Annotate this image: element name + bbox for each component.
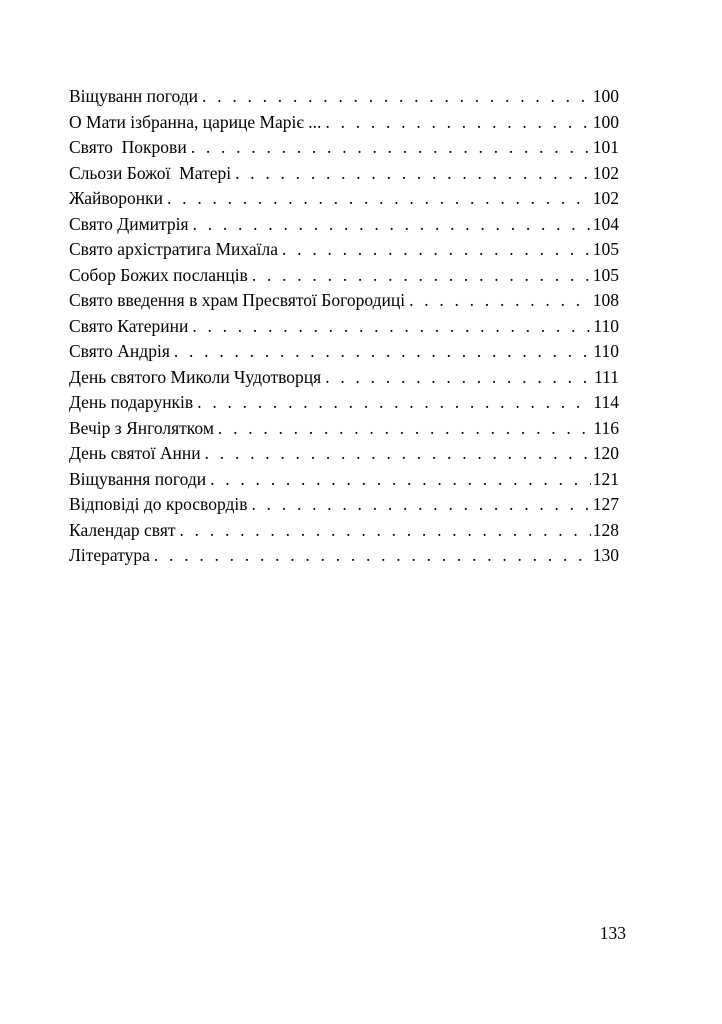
table-of-contents [69, 84, 619, 569]
toc-entry-title: День святої Анни [69, 443, 201, 463]
toc-entry-title: Жайворонки [69, 188, 164, 208]
toc-dot-leader [167, 186, 591, 212]
toc-dot-leader [409, 288, 591, 314]
toc-entry-title: О Мати ізбранна, царице Маріє ... [69, 111, 322, 132]
toc-entry [69, 365, 619, 391]
toc-entry-title: Свято Покрови [69, 137, 187, 157]
toc-entry-title: Свято Катерини [69, 315, 189, 336]
toc-entry-title: День подарунків [69, 392, 194, 412]
toc-entry-page: 105 [592, 264, 619, 285]
toc-dot-leader [205, 441, 591, 467]
toc-entry-title: Собор Божих посланців [69, 264, 248, 285]
toc-entry-title: Свято Андрія [69, 341, 170, 361]
toc-entry [69, 467, 619, 493]
toc-entry-title: Свято архістратига Михаїла [69, 239, 279, 259]
toc-entry [69, 390, 619, 416]
toc-entry [69, 135, 619, 161]
toc-dot-leader [325, 365, 592, 391]
toc-dot-leader [154, 543, 591, 569]
toc-entry-page: 104 [592, 213, 619, 234]
toc-entry-title: Вечір з Янголятком [69, 417, 214, 438]
toc-dot-leader [193, 212, 591, 238]
toc-entry [69, 314, 619, 340]
toc-dot-leader [197, 390, 591, 416]
toc-dot-leader [192, 314, 591, 340]
toc-entry-title: Календар свят [69, 519, 176, 540]
toc-entry-page: 101 [592, 137, 619, 157]
page-number: 133 [599, 923, 626, 943]
toc-entry-page: 130 [592, 545, 619, 565]
toc-entry [69, 110, 619, 136]
toc-entry [69, 518, 619, 544]
toc-dot-leader [282, 237, 591, 263]
toc-entry-title: Свято Димитрія [69, 213, 189, 234]
toc-entry [69, 543, 619, 569]
toc-dot-leader [235, 161, 591, 187]
toc-entry [69, 441, 619, 467]
toc-entry-title: Віщуванн погоди [69, 86, 199, 106]
toc-entry-page: 116 [593, 417, 619, 438]
toc-entry [69, 288, 619, 314]
toc-entry-title: Відповіді до кросвордів [69, 494, 248, 514]
toc-entry [69, 186, 619, 212]
toc-entry-page: 111 [594, 366, 619, 387]
toc-dot-leader [210, 467, 591, 493]
toc-dot-leader [252, 492, 591, 518]
toc-dot-leader [174, 339, 592, 365]
toc-entry-title: День святого Миколи Чудотворця [69, 366, 322, 387]
toc-entry-page: 100 [592, 86, 619, 106]
toc-dot-leader [180, 518, 591, 544]
toc-entry [69, 161, 619, 187]
toc-entry [69, 416, 619, 442]
toc-entry-page: 110 [593, 341, 619, 361]
toc-entry [69, 84, 619, 110]
toc-entry [69, 263, 619, 289]
toc-entry-page: 128 [592, 519, 619, 540]
toc-dot-leader [218, 416, 591, 442]
toc-dot-leader [325, 110, 590, 136]
toc-dot-leader [191, 135, 591, 161]
toc-entry-page: 100 [592, 111, 619, 132]
toc-entry-page: 110 [593, 315, 619, 336]
toc-entry-title: Сльози Божої Матері [69, 162, 232, 183]
toc-entry-page: 121 [592, 468, 619, 489]
toc-entry-page: 127 [592, 494, 619, 514]
toc-entry [69, 492, 619, 518]
toc-entry [69, 339, 619, 365]
toc-entry [69, 237, 619, 263]
toc-entry-page: 108 [592, 290, 619, 310]
toc-entry-page: 102 [592, 188, 619, 208]
toc-entry-title: Віщування погоди [69, 468, 207, 489]
toc-entry [69, 212, 619, 238]
toc-dot-leader [202, 84, 591, 110]
toc-dot-leader [252, 263, 591, 289]
toc-entry-page: 102 [592, 162, 619, 183]
toc-entry-title: Література [69, 545, 150, 565]
toc-entry-title: Свято введення в храм Пресвятої Богородиці [69, 290, 406, 310]
toc-entry-page: 120 [592, 443, 619, 463]
toc-entry-page: 114 [593, 392, 619, 412]
toc-entry-page: 105 [592, 239, 619, 259]
